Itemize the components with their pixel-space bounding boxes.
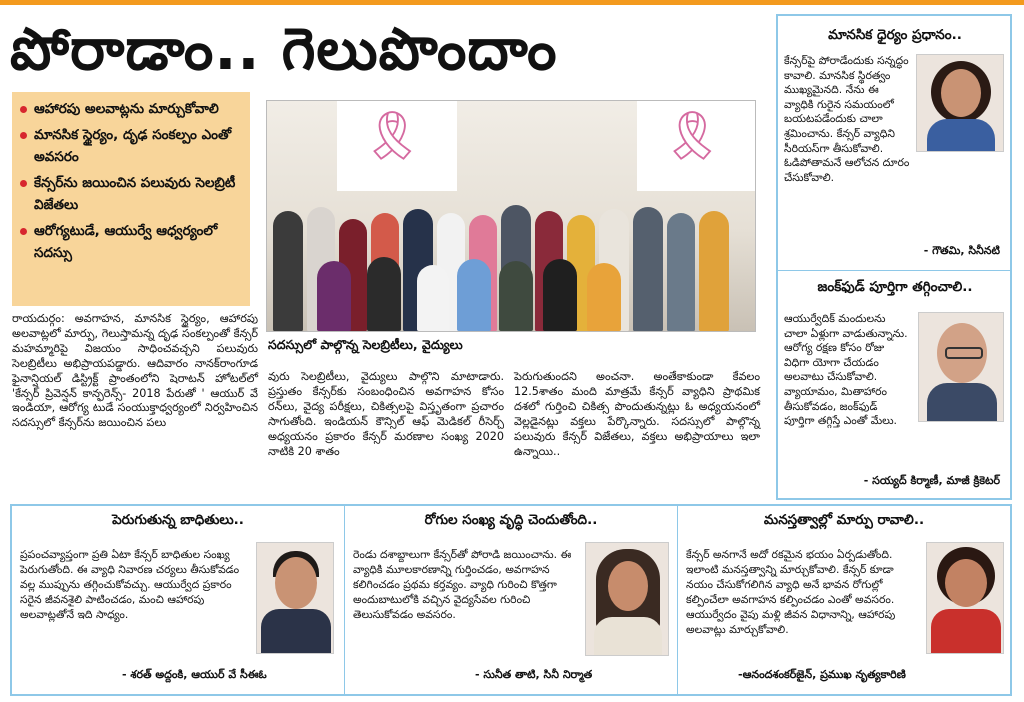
- group-photo: [266, 100, 756, 332]
- quote-title: రోగుల సంఖ్య వృద్ధి చెందుతోంది..: [424, 512, 598, 528]
- bullet-icon: [20, 132, 27, 139]
- bullet-icon: [20, 228, 27, 235]
- highlight-item: మానసిక స్థైర్యం, దృఢ సంకల్పం ఎంతో అవసరం: [20, 124, 242, 168]
- top-accent-bar: [0, 0, 1024, 5]
- quote-text: కేన్సర్‌పై పోరాడేందుకు సన్నద్ధం కావాలి. మానసిక స్థిరత్వం ముఖ్యమైనది. నేను ఈ వ్యాధికి గురైన సమయంలో బయటపడేందుకు చాలా శ్రమించాను. కేన్సర్ వ్యాధిని సీరియస్‌గా తీసుకోవాలి. ఓడిపోతామనే ఆలోచన దూరం చేసుకోవాలి.: [784, 54, 910, 184]
- quote-attribution: - శరత్ అద్దంకి, ఆయుర్ వే సీఈఓ: [122, 668, 267, 681]
- highlight-item: ఆహారపు అలవాట్లను మార్చుకోవాలి: [20, 98, 242, 120]
- cancer-ribbon-icon: 🎗: [662, 108, 723, 164]
- quote-box-sunitha: [345, 506, 677, 694]
- article-column-2: వురు సెలబ్రిటీలు, వైద్యులు పాల్గొని మాటాడారు. ప్రస్తుతం కేన్సర్‌కు సంబంధించిన అవగాహన కోసం రన్‌లు, వైద్య పరీక్షలు, చికిత్సలపై విస్తృతంగా ప్రచారం సాగుతోంది. ఇండియన్ కౌన్సిల్ ఆఫ్ మెడికల్ రీసెర్చ్ అధ్యయనం ప్రకారం కేన్సర్ మరణాల సంఖ్య 2020 నాటికి 20 శాతం: [268, 370, 504, 458]
- highlight-item: కేన్సర్‌ను జయించిన పలువురు సెలబ్రిటీ విజేతలు: [20, 172, 242, 216]
- sidebar-quotes: [776, 14, 1012, 500]
- bottom-quotes-strip: [10, 504, 1012, 696]
- quote-box-kirmani: [784, 276, 1006, 498]
- portrait-photo: [918, 312, 1004, 422]
- portrait-photo: [256, 542, 334, 654]
- quote-text: ఆయుర్వేదిక్ మందులను చాలా ఏళ్లుగా వాడుతున్నాను. ఆరోగ్య రక్షణ కోసం రోజు విధిగా యోగా చేయడం అలవాటు చేసుకోవాలి. వ్యాయామం, మితాహారం తీసుకోవడం, జంక్‌ఫుడ్ పూర్తిగా తగ్గిస్తే ఎంతో మేలు.: [784, 312, 908, 428]
- quote-title: జంక్‌ఫుడ్ పూర్తిగా తగ్గించాలి..: [817, 279, 973, 295]
- photo-caption: సదస్సులో పాల్గొన్న సెలబ్రిటీలు, వైద్యులు: [268, 337, 463, 352]
- quote-text: కేన్సర్ అనగానే అదో రకమైన భయం ఏర్పడుతోంది. ఇలాంటి మనస్తత్వాన్ని మార్చుకోవాలి. కేన్సర్ కూడా నయం చేసుకోగలిగిన వ్యాధి అనే భావన రోగుల్లో కల్పించేలా అవగాహన కల్పించడం ఎంతో అవసరం. ఆయుర్వేదం వైపు మళ్లి జీవన విధానాన్ని, ఆహారపు అలవాట్లు మార్చుకోవాలి.: [686, 548, 896, 636]
- cancer-ribbon-icon: 🎗: [362, 108, 423, 164]
- quote-attribution: - గౌతమి, సినీనటి: [923, 244, 1000, 257]
- group-of-people: [267, 181, 755, 331]
- bullet-icon: [20, 106, 27, 113]
- quote-attribution: - సయ్యద్ కిర్మాణీ, మాజీ క్రికెటర్: [863, 474, 1000, 487]
- quote-box-sarath: [12, 506, 344, 694]
- highlights-box: [12, 92, 250, 306]
- quote-title: పెరుగుతున్న బాధితులు..: [112, 512, 244, 528]
- bullet-icon: [20, 180, 27, 187]
- headline: పోరాడాం.. గెలుపొందాం: [10, 15, 558, 83]
- quote-attribution: - సునీత తాటి, సినీ నిర్మాత: [475, 668, 593, 681]
- portrait-photo: [585, 542, 669, 656]
- quote-box-anandashankar: [678, 506, 1010, 694]
- section-divider: [778, 270, 1010, 271]
- quote-text: ప్రపంచవ్యాప్తంగా ప్రతి ఏటా కేన్సర్ బాధితుల సంఖ్య పెరుగుతోంది. ఈ వ్యాధి నివారణ చర్యలు తీసుకోవడం వల్ల ముప్పును తగ్గించుకోవచ్చు. ఆయుర్వేద ప్రకారం సరైన జీవనశైలి పాటించడం, మంచి ఆహారపు అలవాట్లతోనే ఇది సాధ్యం.: [20, 548, 240, 621]
- quote-box-gautami: [784, 24, 1006, 270]
- quote-title: మానసిక ధైర్యం ప్రధానం..: [828, 27, 962, 43]
- article-column-1: రాయదుర్గం: అవగాహన, మానసిక స్థైర్యం, ఆహారపు అలవాట్లలో మార్పు, గెలుస్తామన్న దృఢ సంకల్పంతో కేన్సర్ మహమ్మారిపై విజయం సాధించవచ్చని పలువురు సెలబ్రిటీలు అభిప్రాయపడ్డారు. ఆదివారం నానక్‌రాంగూడ ఫైనాన్షియల్ డిస్ట్రిక్ట్ ప్రాంతంలోని షెరాటన్ హోటల్‌లో 'కేన్సర్ ప్రివెన్షన్ కాన్ఫరెన్స్- 2018 పేరుతో ' ఆయుర్ వే ఇండియా, ఆరోగ్య టుడే సంయుక్తాధ్వర్యంలో నిర్వహించిన సదస్సులో కేన్సర్‌ను జయించిన పలు: [12, 312, 258, 430]
- quote-text: రెండు దశాబ్దాలుగా కేన్సర్‌తో పోరాడి జయించాను. ఈ వ్యాధికి మూలకారణాన్ని గుర్తించడం, అవగాహన కలిగించడం ప్రథమ కర్తవ్యం. వ్యాధి గురించి కొత్తగా అందుబాటులోకి వచ్చిన వైద్యసేవల గురించి తెలుసుకోవడం అవసరం.: [353, 548, 572, 621]
- article-column-3: పెరుగుతుందని అంచనా. అంతేకాకుండా కేవలం 12.5శాతం మంది మాత్రమే కేన్సర్ వ్యాధిని ప్రాథమిక దశలో గుర్తించి చికిత్స పొందుతున్నట్లు ఓ అధ్యయనంలో వెల్లడైనట్లు వక్తలు పేర్కొన్నారు. సదస్సులో పాల్గొన్న పలువురు కేన్సర్ విజేతలు, వక్తలు అభిప్రాయాలు ఇలా ఉన్నాయి..: [514, 370, 760, 458]
- portrait-photo: [926, 542, 1004, 654]
- quote-attribution: -ఆనందశంకర్‌జైన్, ప్రముఖ నృత్యకారిణి: [738, 668, 906, 681]
- highlight-item: ఆరోగ్యటుడే, ఆయుర్వే ఆధ్వర్యంలో సదస్సు: [20, 220, 242, 264]
- quote-title: మనస్తత్వాల్లో మార్పు రావాలి..: [763, 512, 925, 528]
- portrait-photo: [916, 54, 1004, 152]
